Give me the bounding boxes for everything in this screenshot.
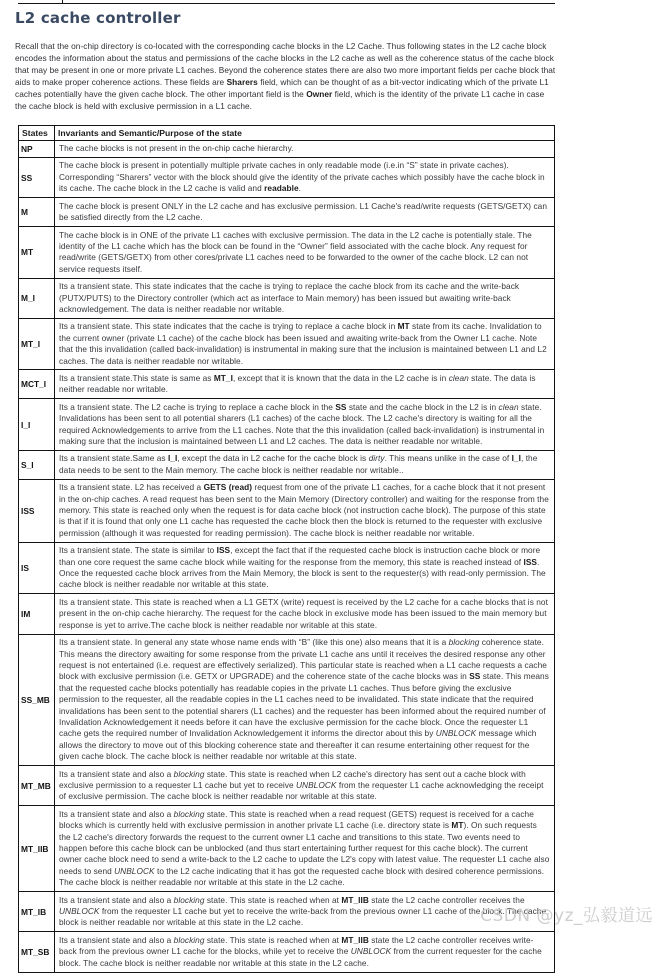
text-segment: state. The data is neither readable nor writable. (59, 372, 536, 395)
text-segment: Its a transient state. This state indicates that the cache is trying to replace the cache block from its cache and the write-back (PUTX/PUTS) to the Directory controller (which act as interface to Main memory) has been issued but awaiting write-back acknowledgement. The data is neither readable nor writable. (59, 281, 520, 314)
text-segment: , except that it is known that the data in the L2 cache is in (232, 372, 449, 383)
state-cell: M_I (19, 278, 55, 318)
previous-table-bottom-border (18, 0, 555, 4)
text-segment: state. This state is reached when a read request (GETS) request is received for a cache blocks which is currently held with exclusive permission in another private L1 cache (i.e. directory state is (59, 808, 534, 831)
intro-paragraph (15, 40, 556, 113)
text-segment: Its a transient state. The L2 cache is trying to replace a cache block in the (59, 401, 336, 412)
text-segment: blocking (173, 894, 205, 905)
state-description-cell (55, 634, 555, 765)
text-segment: , except the data in L2 cache for the cache block is (177, 453, 369, 464)
text-segment: state the L2 cache controller receives write-back from the previous owner L1 cache for the blocks, while yet to receive the (59, 934, 534, 957)
text-segment: field, which can be thought of as a bit-vector indicating which of the private L1 caches potentially have the given cache block. The other important field is the (15, 77, 549, 100)
text-segment: Its a transient state. This state indicates that the cache is trying to replace a cache block in (59, 321, 398, 332)
text-segment: The cache blocks is not present in the on-chip cache hierarchy. (59, 143, 294, 154)
states-table (18, 125, 555, 973)
text-segment: readable (264, 183, 299, 194)
table-row (19, 157, 555, 197)
text-segment: blocking (173, 808, 205, 819)
state-cell: IM (19, 594, 55, 634)
text-segment: Its a transient state and also a (59, 894, 174, 905)
text-segment: blocking (173, 768, 205, 779)
state-description-cell (55, 479, 555, 542)
state-cell: MCT_I (19, 370, 55, 399)
table-row (19, 450, 555, 479)
table-row (19, 542, 555, 594)
state-description-cell (55, 198, 555, 227)
state-description-cell (55, 594, 555, 634)
text-segment: Its a transient state and also a (59, 768, 174, 779)
text-segment: state the L2 cache controller receives the (368, 894, 525, 905)
text-segment: ). On such requests the L2 cache's directory forwards the request to the current owner L1 cache and transitions to this state. Two events need to happen before this cache block can be unblocked (and thus start entertaining further request for this cache block). The current owner cache block need to send a write-back to the L2 cache to update the L2's copy with latest value. The requester L1 cache also needs to send (59, 820, 550, 876)
text-segment: Its a transient state. In general any state whose name ends with “B” (like this one) also means that it is a (59, 637, 449, 648)
table-row (19, 399, 555, 451)
text-segment: from the requester L1 cache but yet to receive the write-back from the previous owner L1 cache of the block. The cache block is neither readable nor writable at this state in the L2 cache. (59, 906, 547, 928)
text-segment: UNBLOCK (350, 946, 392, 957)
table-row (19, 227, 555, 279)
watermark: CSDN @yz_弘毅道远 (480, 906, 653, 926)
text-segment: MT_IIB (341, 934, 369, 945)
state-cell: ISS (19, 479, 55, 542)
text-segment: dirty (368, 453, 385, 464)
text-segment: request from one of the private L1 caches, for a cache block that it not present in the on-chip caches. A read request has been sent to the Main Memory (Directory controller) and waiting for the response from the memory. This state is reached only when the request is for data cache block (not instruction cache block). The purpose of this state is that if it is found that only one L1 cache has requested the cache block then the block is returned to the requester with exclusive permission (although it was requested for reading permission). The cache block is neither readable nor writable. (59, 482, 549, 538)
text-segment: I_I (511, 453, 521, 464)
page-title: L2 cache controller (15, 9, 181, 27)
text-segment: MT (397, 321, 410, 332)
text-segment: state. This state is reached when at (204, 934, 342, 945)
state-cell: MT_SB (19, 932, 55, 972)
text-segment: Its a transient state and also a (59, 808, 174, 819)
column-header-states: States (19, 125, 55, 140)
text-segment: ISS (216, 545, 231, 556)
table-header-row (19, 125, 555, 140)
text-segment: I_I (167, 453, 178, 464)
table-row (19, 892, 555, 932)
text-segment: state. This means that the requested cache blocks potentially has readable copies in the private L1 caches. Thus before giving the exclusive permission to the requester, all the readable copies in the L1 caches need to be invalidated. This state indicate that the required invalidations has been sent to the potential sharers (L1 caches) and the requester has been informed about the required number of Invalidation Acknowledgement it needs before it can have the exclusive permission for the cache block. Once the requester L1 cache gets the required number of Invalidation Acknowledgement it informs the director about this by (59, 671, 549, 739)
state-description-cell (55, 318, 555, 370)
state-cell: M (19, 198, 55, 227)
table-row (19, 594, 555, 634)
text-segment: from the requester L1 cache acknowledging the receipt of exclusive permission. The cache block is neither readable nor writable at this state. (59, 779, 544, 802)
text-segment: state and the cache block in the L2 is in (346, 401, 499, 412)
state-description-cell (55, 227, 555, 279)
text-segment: . This means unlike in the case of (384, 453, 512, 464)
text-segment: state. Invalidations has been sent to all potential sharers (L1 caches) of the cache block. The L2 cache's directory is waiting for all the required Acknowledgements to arrive from the L1 caches. Note that the this invalidation (called back-invalidation) is instrumental in making sure that the inclusion is maintained between L1 and L2 caches. The data is neither readable nor writable. (59, 401, 545, 446)
column-header-invariants: Invariants and Semantic/Purpose of the state (55, 125, 555, 140)
state-cell: MT_IIB (19, 806, 55, 892)
state-cell: S_I (19, 450, 55, 479)
text-segment: Its a transient state. L2 has received a (59, 482, 204, 493)
text-segment: from the current requester for the cache block. The cache block is neither readable nor writable at this state in the L2 cache. (59, 946, 542, 968)
state-description-cell (55, 932, 555, 972)
state-cell: MT_IB (19, 892, 55, 932)
state-cell: NP (19, 140, 55, 157)
table-row (19, 198, 555, 227)
text-segment: Sharers (226, 77, 258, 88)
text-segment: Its a transient state. The state is similar to (59, 545, 217, 556)
text-segment: coherence state. This means the directory awaiting for some response from the private L1 cache ans until it receives the desired response any other request is not entertained (i.e. request are effectively serialized). This particular state is reached when a L1 cache requests a cache block with exclusive permission (i.e. GETX or UPGRADE) and the coherence state of the cache blocks was in (59, 637, 547, 682)
table-row (19, 318, 555, 370)
state-description-cell (55, 542, 555, 594)
table-row (19, 140, 555, 157)
table-row (19, 370, 555, 399)
table-row (19, 278, 555, 318)
state-description-cell (55, 399, 555, 451)
text-segment: . Once the requested cache block arrives from the Main Memory, the block is sent to the requester(s) with read-only permission. The cache block is neither readable nor writable at this state. (59, 556, 546, 590)
state-description-cell (55, 140, 555, 157)
state-description-cell (55, 450, 555, 479)
text-segment: clean (498, 401, 519, 412)
text-segment: MT (451, 820, 464, 831)
state-cell: MT_MB (19, 766, 55, 806)
text-segment: UNBLOCK (296, 779, 337, 790)
text-segment: state. This state is reached when L2 cache's directory has sent out a cache block with exclusive permission to a requester L1 cache but yet to receive (59, 768, 526, 790)
state-description-cell (55, 806, 555, 892)
table-row (19, 766, 555, 806)
table-row (19, 806, 555, 892)
text-segment: The cache block is in ONE of the private L1 caches with exclusive permission. The data in the L2 cache is potentially stale. The identity of the L1 cache which has the block can be found in the “Owner” field associated with the cache block. Any request for read/write (GETS/GETX) from other cores/private L1 caches need to be forwarded to the owner of the cache block. L2 can not service requests itself. (59, 229, 532, 274)
text-segment: Its a transient state and also a (59, 934, 174, 945)
text-segment: clean (448, 372, 469, 383)
text-segment: ISS (523, 556, 537, 567)
text-segment: , except the fact that if the requested cache block is instruction cache block or more than one core request the same cache block while waiting for the response from the memory, this state is reached instead of (59, 545, 541, 567)
text-segment: state from its cache. Invalidation to the current owner (private L1 cache) of the cache block has been issued and awaiting write-back from the Owner L1 cache. Note that the this invalidation (called back-invalidation) is instrumental in making sure that the inclusion is maintained between L1 and L2 caches. The data is neither readable nor writable. (59, 321, 547, 366)
text-segment: SS (335, 401, 347, 412)
article-page (15, 0, 556, 973)
state-cell: MT (19, 227, 55, 279)
text-segment: The cache block is present in potentially multiple private caches in only readable mode (i.e.in “S” state in private caches). Corresponding “Sharers” vector with the block should give the identity of the private caches which possibly have the cache block in its cache. The cache block in the L2 cache is valid and (59, 160, 545, 194)
text-segment: UNBLOCK (435, 728, 477, 739)
text-segment: Its a transient state.This state is same as (59, 372, 214, 383)
text-segment: message which allows the directory to move out of this blocking coherence state and thereafter it can resume entertaining other request for the given cache block. The cache block is neither readable nor writable at this state. (59, 728, 537, 762)
text-segment: blocking (448, 637, 480, 648)
text-segment: SS (469, 671, 481, 682)
state-cell: IS (19, 542, 55, 594)
text-segment: MT_I (213, 372, 233, 383)
table-row (19, 479, 555, 542)
text-segment: Owner (306, 89, 333, 100)
state-cell: MT_I (19, 318, 55, 370)
text-segment: field, which is the identity of the private L1 cache in case the cache block is held with exclusive permission in a L1 cache. (15, 89, 545, 112)
table-row (19, 932, 555, 972)
text-segment: . (298, 183, 302, 194)
text-segment: UNBLOCK (114, 865, 155, 876)
text-segment: Its a transient state. This state is reached when a L1 GETX (write) request is received by the L2 cache for a cache blocks that is not present in the on-chip cache hierarchy. The request for the cache block in exclusive mode has been issued to the main memory but response is yet to arrive.The cache block is neither readable nor writable at this state. (59, 596, 548, 630)
text-segment: state. This state is reached when at (204, 894, 342, 905)
text-segment: MT_IIB (341, 894, 369, 905)
text-segment: to the L2 cache indicating that it has got the requested cache block with desired coherence permissions. The cache block is neither readable nor writable at this state in the L2 cache. (59, 865, 545, 888)
state-cell: SS (19, 157, 55, 197)
state-description-cell (55, 278, 555, 318)
text-segment: UNBLOCK (59, 906, 100, 917)
text-segment: GETS (read) (203, 482, 253, 493)
state-description-cell (55, 157, 555, 197)
state-description-cell (55, 370, 555, 399)
state-description-cell (55, 766, 555, 806)
text-segment: Recall that the on-chip directory is co-located with the corresponding cache blocks in the L2 Cache. Thus following states in the L2 cache block encodes the information about the status and permissions of the cache blocks in the L2 cache as well as the coherence status of the cache block that may be present in one or more private L1 caches. Beyond the coherence states there are also two more important fields per cache block that aids to make proper coherence actions. These fields are (15, 41, 556, 88)
text-segment: , the data needs to be sent to the Main memory. The cache block is neither readable nor writable.. (59, 453, 538, 475)
state-cell: I_I (19, 399, 55, 451)
previous-table-column-divider (62, 0, 63, 3)
text-segment: blocking (173, 934, 205, 945)
state-cell: SS_MB (19, 634, 55, 765)
table-row (19, 634, 555, 765)
text-segment: Its a transient state.Same as (59, 453, 168, 464)
text-segment: The cache block is present ONLY in the L2 cache and has exclusive permission. L1 Cache's read/write requests (GETS/GETX) can be satisfied directly from the L2 cache. (59, 200, 548, 223)
